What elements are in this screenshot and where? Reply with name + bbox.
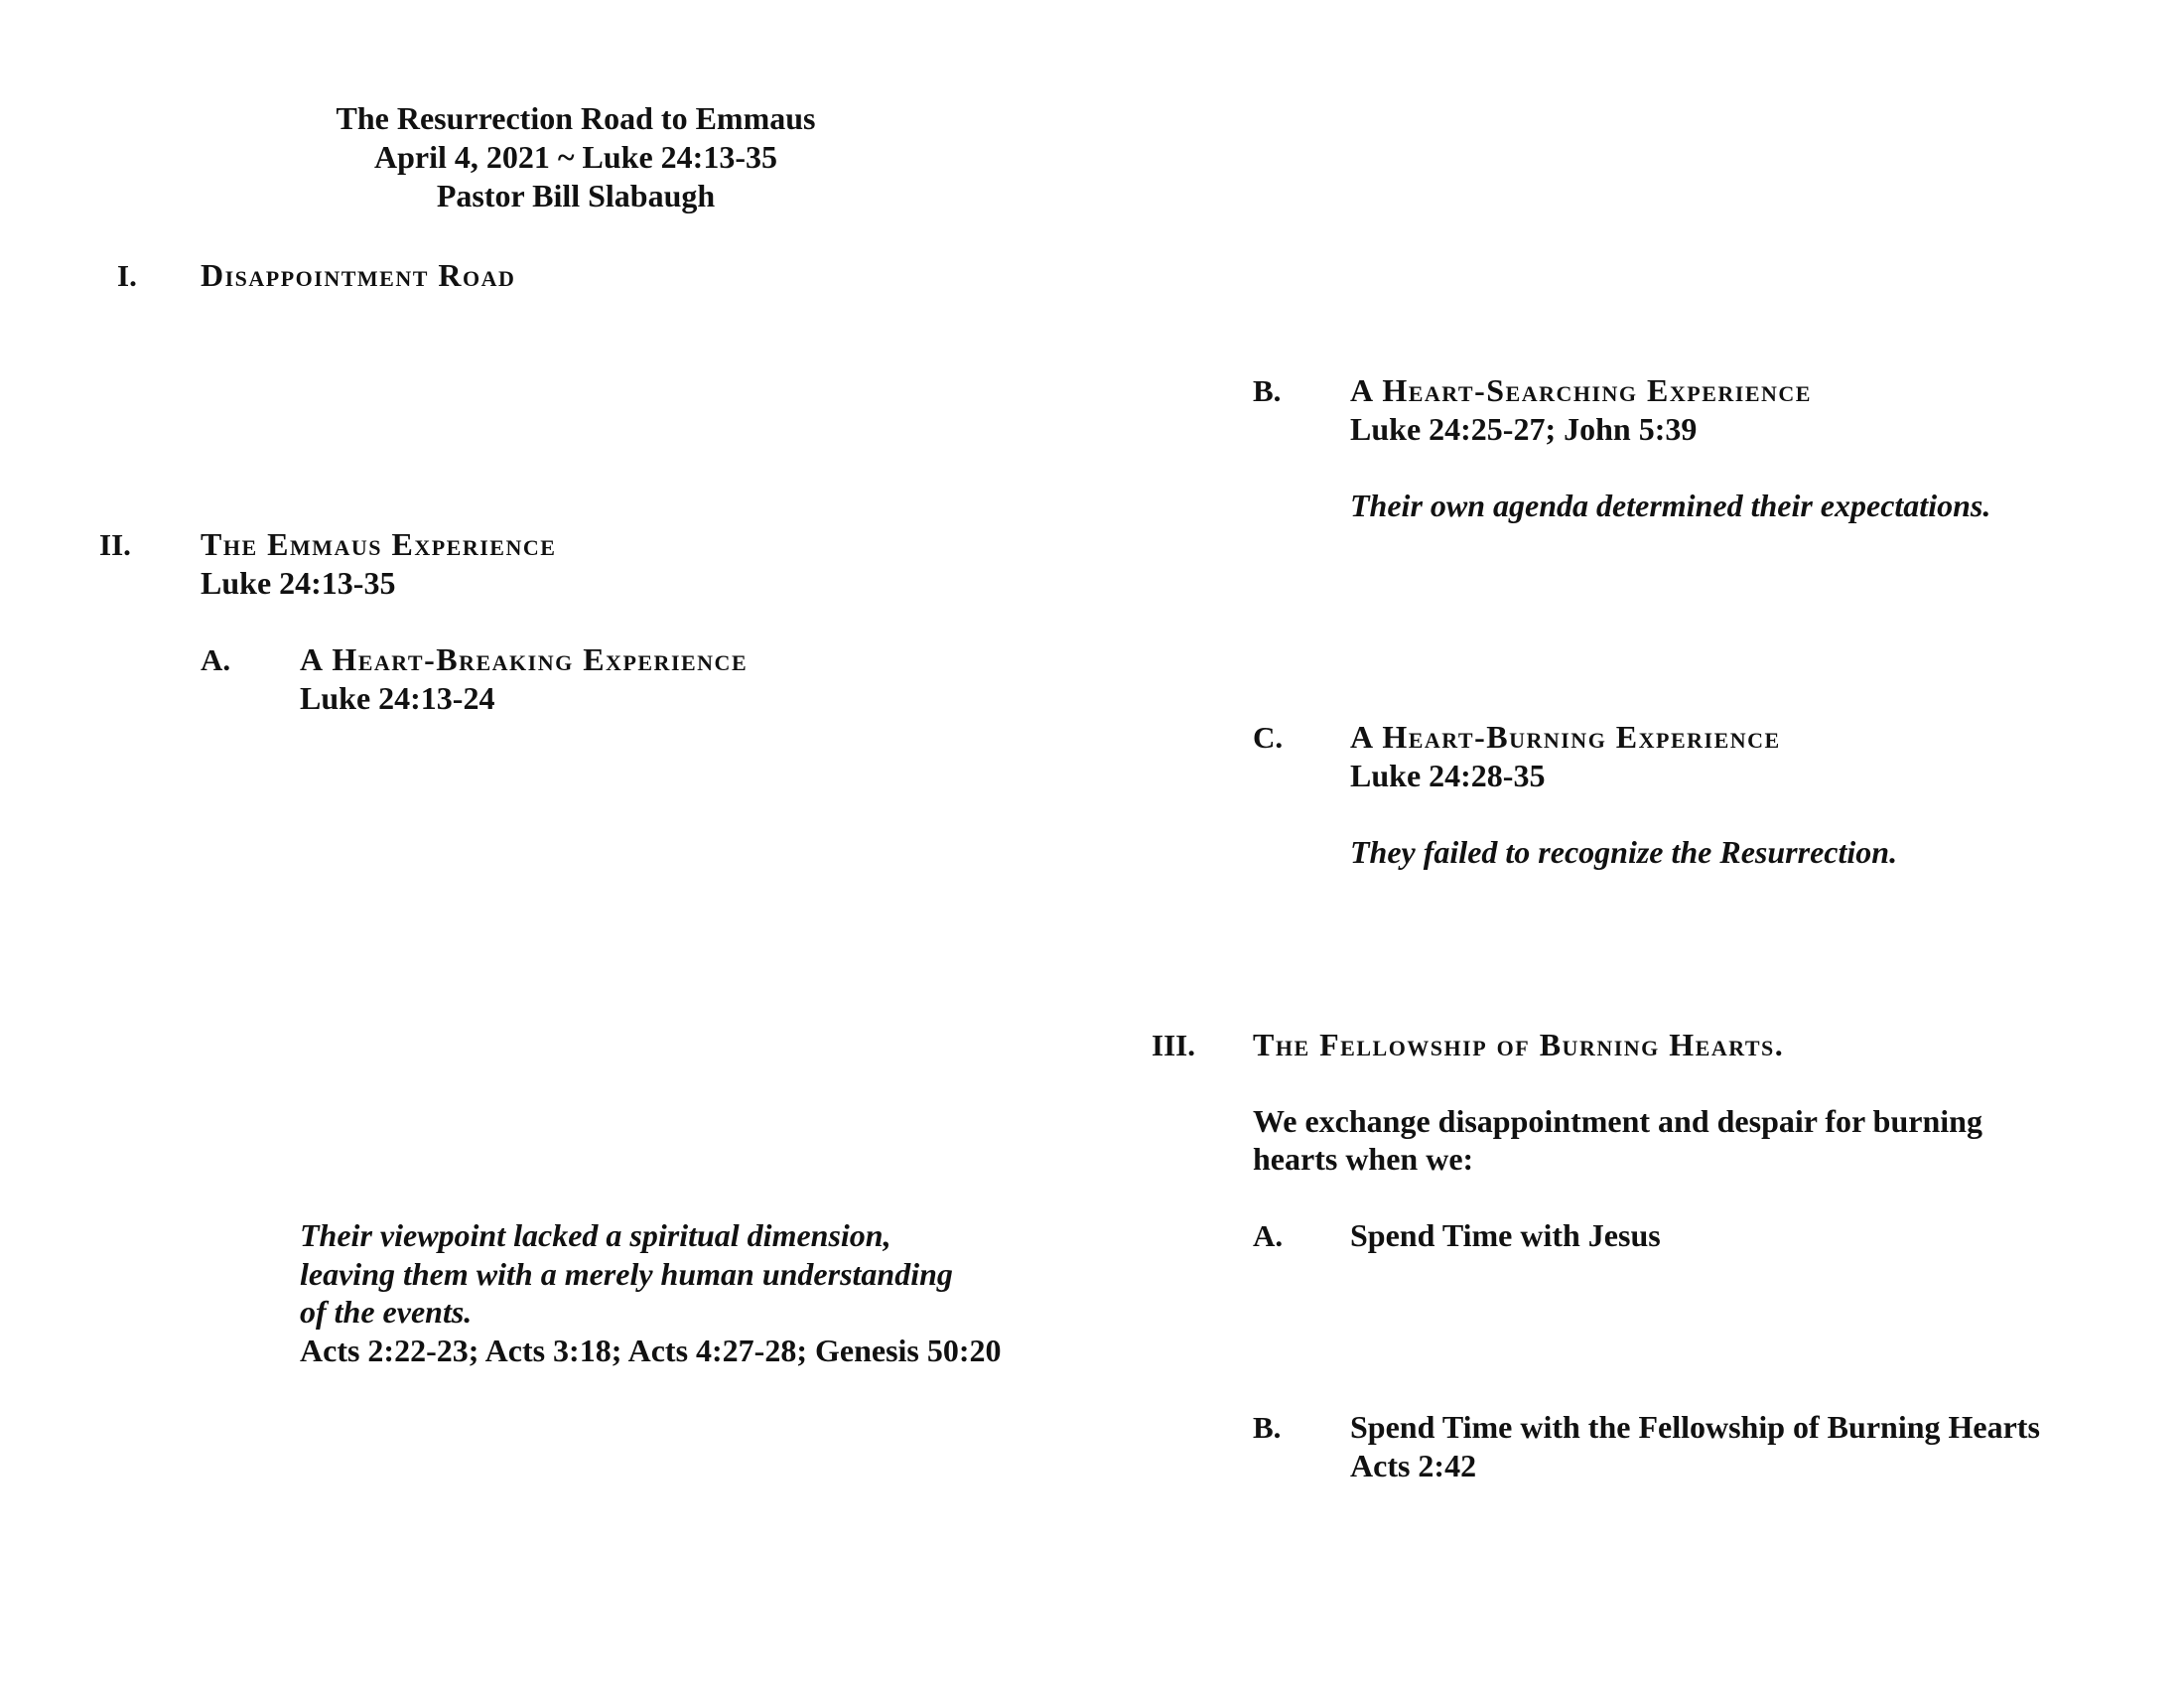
sermon-title: The Resurrection Road to Emmaus bbox=[336, 100, 816, 136]
section-2-numeral: II. bbox=[99, 527, 131, 562]
section-3-intro-line-2: hearts when we: bbox=[1253, 1141, 1474, 1177]
section-3-item-a-letter: A. bbox=[1253, 1218, 1284, 1253]
sermon-title-block bbox=[328, 99, 824, 215]
subpoint-b-heading: A Heart-Searching Experience bbox=[1350, 372, 1812, 408]
subpoint-a-reference: Luke 24:13-24 bbox=[300, 680, 495, 716]
subpoint-a-note-references: Acts 2:22-23; Acts 3:18; Acts 4:27-28; Genesis 50:20 bbox=[300, 1333, 1002, 1368]
subpoint-c-reference: Luke 24:28-35 bbox=[1350, 758, 1546, 793]
section-1-heading: Disappointment Road bbox=[201, 257, 516, 293]
subpoint-a-letter: A. bbox=[201, 642, 231, 677]
section-3-heading: The Fellowship of Burning Hearts. bbox=[1253, 1027, 1785, 1062]
section-3-item-a-text: Spend Time with Jesus bbox=[1350, 1217, 1661, 1253]
section-3-item-b-text: Spend Time with the Fellowship of Burning Hearts bbox=[1350, 1409, 2040, 1445]
section-3-intro-line-1: We exchange disappointment and despair for burning bbox=[1253, 1103, 1982, 1139]
subpoint-c-note: They failed to recognize the Resurrection. bbox=[1350, 834, 1898, 870]
subpoint-a-note-line-3: of the events. bbox=[300, 1294, 473, 1330]
subpoint-c-letter: C. bbox=[1253, 720, 1284, 755]
subpoint-b-reference: Luke 24:25-27; John 5:39 bbox=[1350, 411, 1698, 447]
section-3-item-b-letter: B. bbox=[1253, 1410, 1282, 1445]
subpoint-b-note: Their own agenda determined their expectations. bbox=[1350, 488, 1991, 523]
section-3-item-b-reference: Acts 2:42 bbox=[1350, 1448, 1477, 1483]
section-2-heading: The Emmaus Experience bbox=[201, 526, 557, 562]
sermon-pastor: Pastor Bill Slabaugh bbox=[436, 178, 716, 213]
sermon-date-scripture: April 4, 2021 ~ Luke 24:13-35 bbox=[374, 139, 777, 175]
subpoint-b-letter: B. bbox=[1253, 373, 1282, 408]
subpoint-c-heading: A Heart-Burning Experience bbox=[1350, 719, 1781, 755]
subpoint-a-note-line-2: leaving them with a merely human understanding bbox=[300, 1256, 953, 1292]
subpoint-a-note-line-1: Their viewpoint lacked a spiritual dimension, bbox=[300, 1217, 891, 1253]
section-1-numeral: I. bbox=[117, 258, 137, 293]
subpoint-a-heading: A Heart-Breaking Experience bbox=[300, 641, 749, 677]
section-3-numeral: III. bbox=[1152, 1028, 1195, 1062]
section-2-reference: Luke 24:13-35 bbox=[201, 565, 396, 601]
